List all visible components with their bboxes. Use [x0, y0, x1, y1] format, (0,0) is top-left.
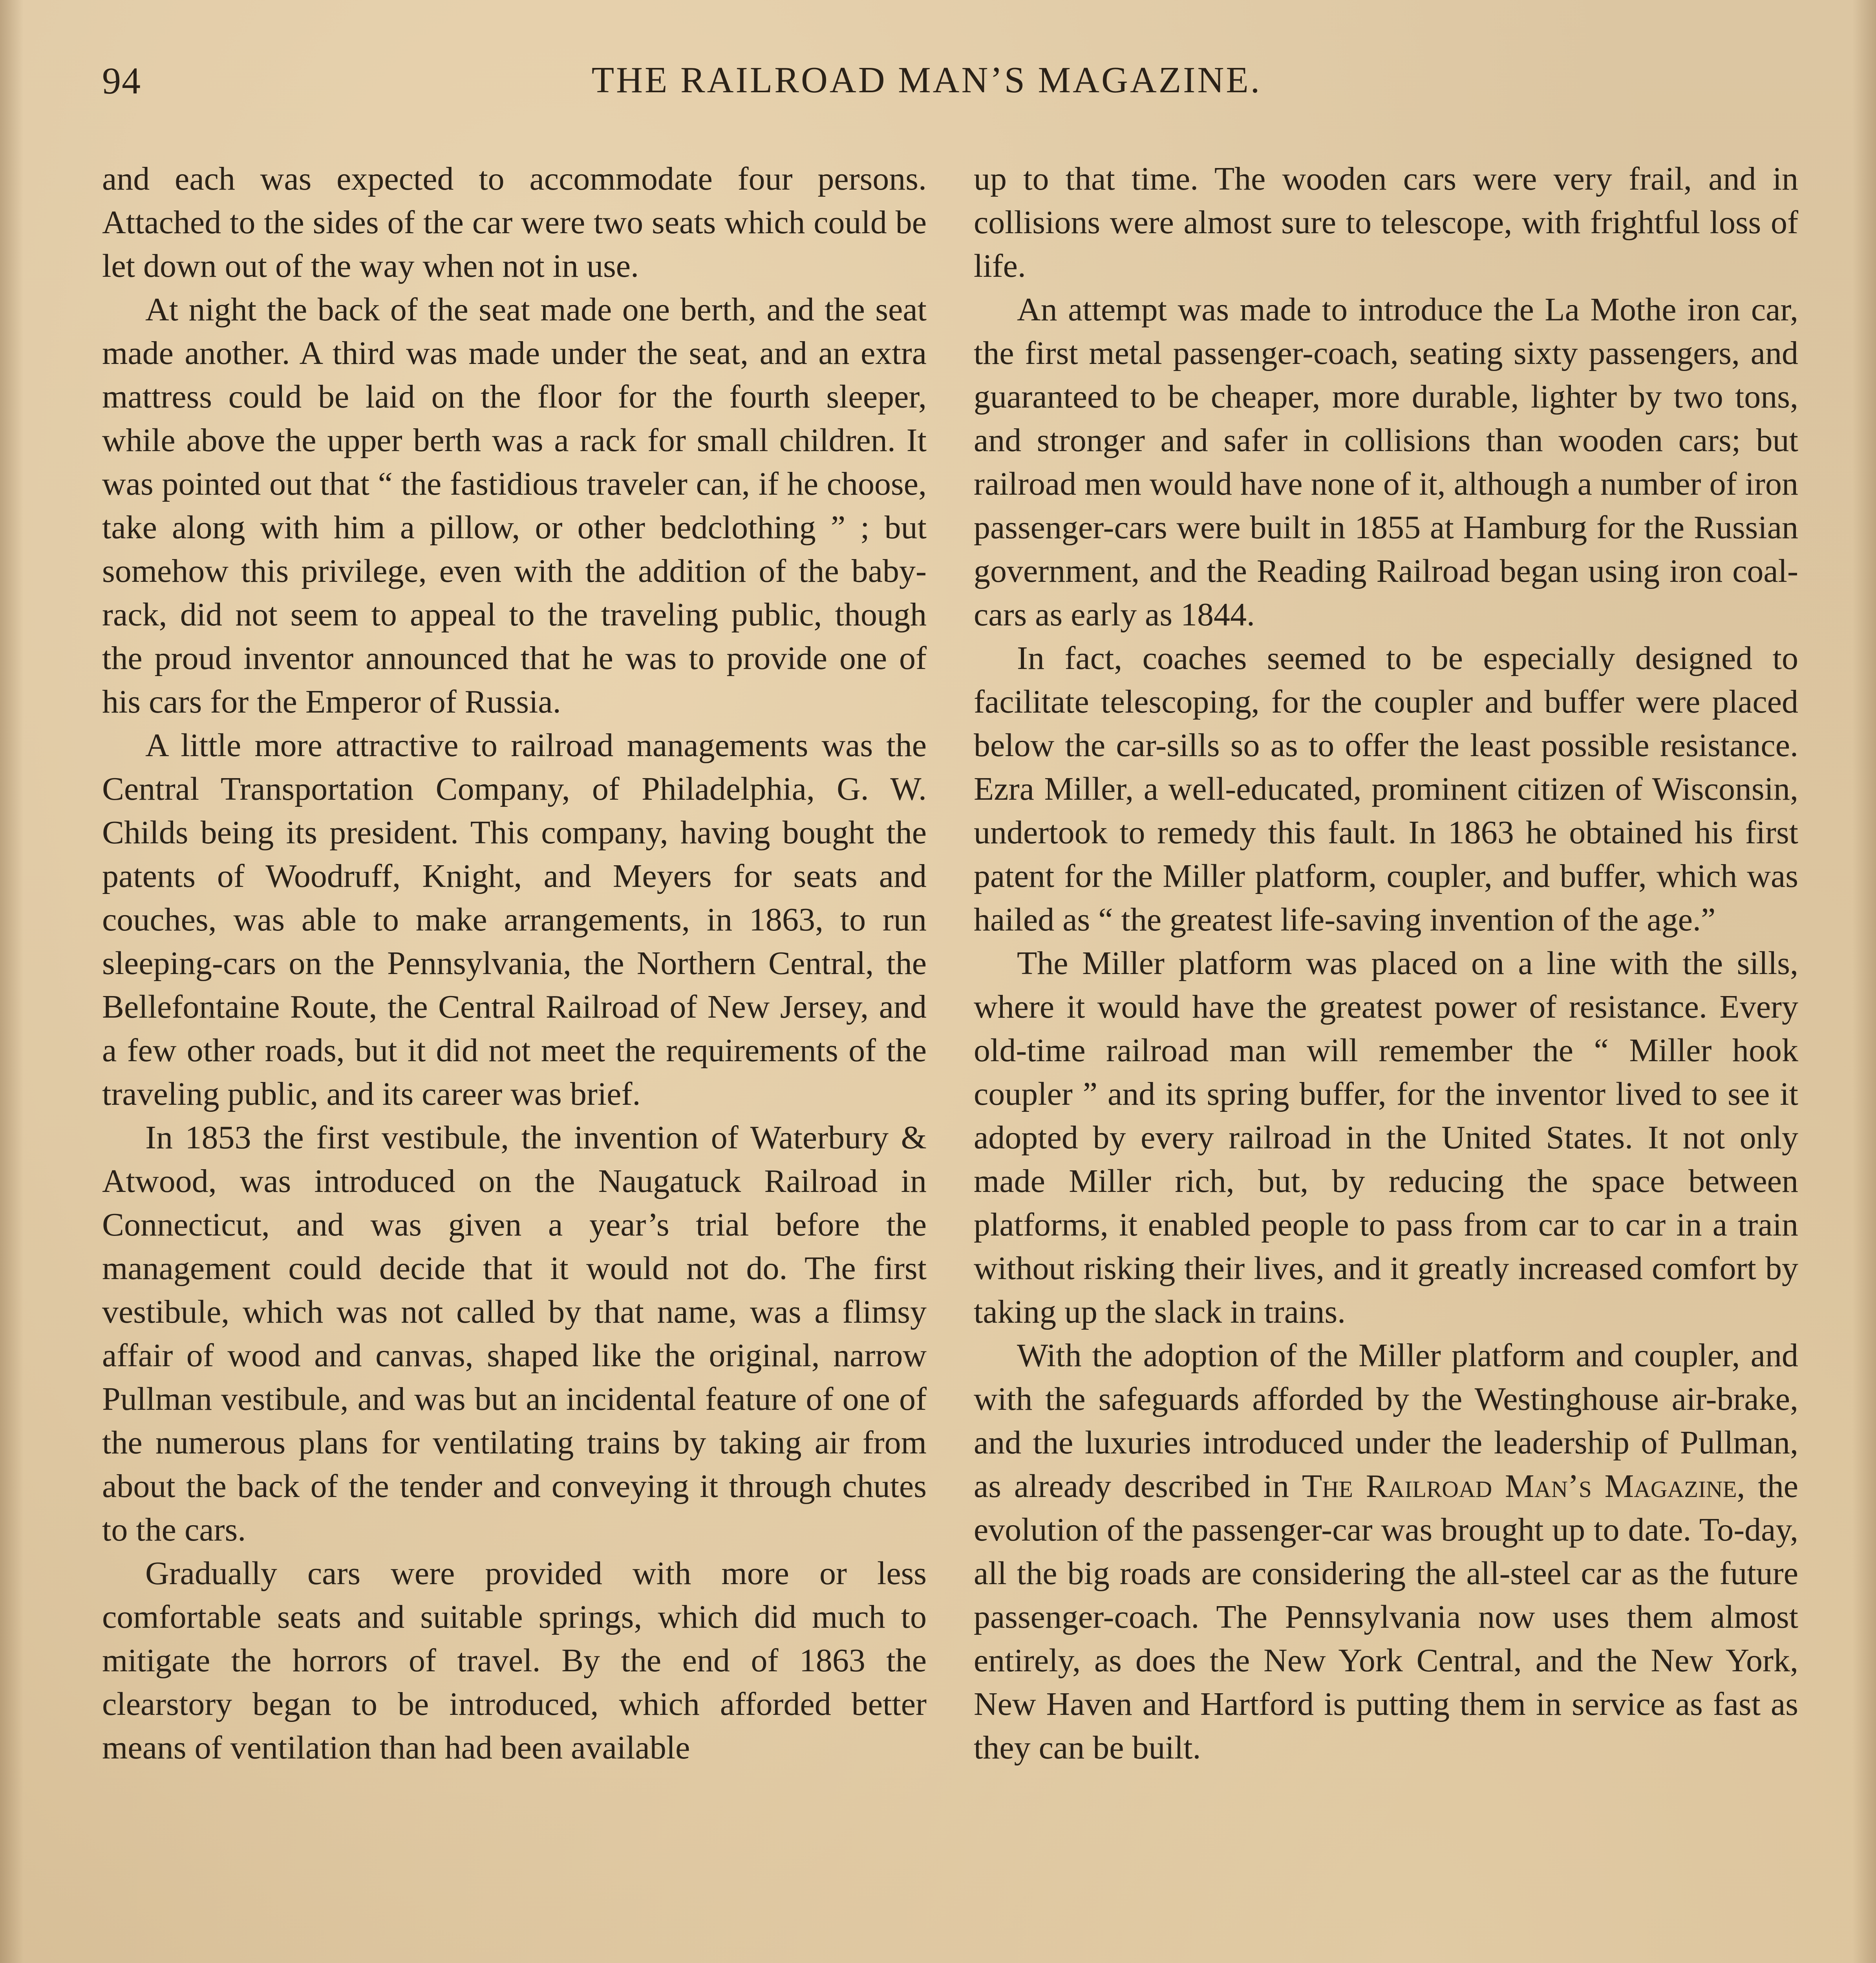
paragraph: A little more attractive to railroad managements was the Central Transportation Company, of Philadelphia, G. W. Childs being its president. This company, having bought the patents of Woodruff, Knight, and Meyers for seats and couches, was able to make arrangements, in 1863, to run sleeping-cars on the Pennsylvania, the Northern Central, the Bellefontaine Route, the Central Railroad of New Jersey, and a few other roads, but it did not meet the requirements of the traveling public, and its career was brief. [102, 727, 927, 1112]
page-header [102, 59, 1751, 118]
paragraph: In fact, coaches seemed to be especially designed to facilitate telescoping, for the coupler and buffer were placed below the car-sills so as to offer the least possible resistance. Ezra Miller, a well-educated, prominent citizen of Wisconsin, undertook to remedy this fault. In 1863 he obtained his first patent for the Miller platform, coupler, and buffer, which was hailed as “ the greatest life-saving invention of the age.” [974, 640, 1798, 938]
left-text-column [102, 157, 927, 1769]
paragraph: up to that time. The wooden cars were very frail, and in collisions were almost sure to telescope, with frightful loss of life. [974, 161, 1798, 284]
paragraph-text: , the evolution of the passenger-car was brought up to date. To-day, all the big roads are considering the all-steel car as the future passenger-coach. The Pennsylvania now uses them almost entirely, as does the New York Central, and the New York, New Haven and Hartford is putting them in service as fast as they can be built. [974, 1468, 1798, 1766]
paragraph: The Miller platform was placed on a line with the sills, where it would have the greatest power of resistance. Every old-time railroad man will remember the “ Miller hook coupler ” and its spring buffer, for the inventor lived to see it adopted by every railroad in the United States. It not only made Miller rich, but, by reducing the space between platforms, it enabled people to pass from car to car in a train without risking their lives, and it greatly increased comfort by taking up the slack in trains. [974, 945, 1798, 1330]
page-edge-shadow-left [0, 0, 24, 1963]
paragraph-text: With the adoption of the Miller platform and coupler, and with the safeguards afforded by the Westinghouse air-brake, and the luxuries introduced under the leadership of Pullman, as already described in [974, 1337, 1798, 1504]
magazine-title-smallcaps: The Railroad Man’s Magazine [1302, 1468, 1737, 1504]
paragraph: In 1853 the first vestibule, the invention of Waterbury & Atwood, was introduced on the Naugatuck Railroad in Connecticut, and was given a year’s trial before the management could decide that it would not do. The first vestibule, which was not called by that name, was a flimsy affair of wood and canvas, shaped like the original, narrow Pullman vestibule, and was but an incidental feature of one of the numerous plans for ventilating trains by taking air from about the back of the tender and conveying it through chutes to the cars. [102, 1119, 927, 1548]
page-edge-shadow-right [1852, 0, 1876, 1963]
paragraph: At night the back of the seat made one berth, and the seat made another. A third was made under the seat, and an extra mattress could be laid on the floor for the fourth sleeper, while above the upper berth was a rack for small children. It was pointed out that “ the fastidious traveler can, if he choose, take along with him a pillow, or other bedclothing ” ; but somehow this privilege, even with the addition of the baby-rack, did not seem to appeal to the traveling public, though the proud inventor announced that he was to provide one of his cars for the Emperor of Russia. [102, 291, 927, 720]
page-number: 94 [102, 60, 141, 102]
paragraph: and each was expected to accommodate four persons. Attached to the sides of the car were two seats which could be let down out of the way when not in use. [102, 161, 927, 284]
paragraph: Gradually cars were provided with more or less comfortable seats and suitable springs, which did much to mitigate the horrors of travel. By the end of 1863 the clearstory began to be introduced, which afforded better means of ventilation than had been available [102, 1555, 927, 1766]
paragraph: An attempt was made to introduce the La Mothe iron car, the first metal passenger-coach, seating sixty passengers, and guaranteed to be cheaper, more durable, lighter by two tons, and stronger and safer in collisions than wooden cars; but railroad men would have none of it, although a number of iron passenger-cars were built in 1855 at Hamburg for the Russian government, and the Reading Railroad began using iron coal-cars as early as 1844. [974, 291, 1798, 633]
paragraph [974, 1334, 1798, 1769]
running-head: THE RAILROAD MAN’S MAGAZINE. [591, 60, 1262, 101]
right-text-column [974, 157, 1798, 1769]
